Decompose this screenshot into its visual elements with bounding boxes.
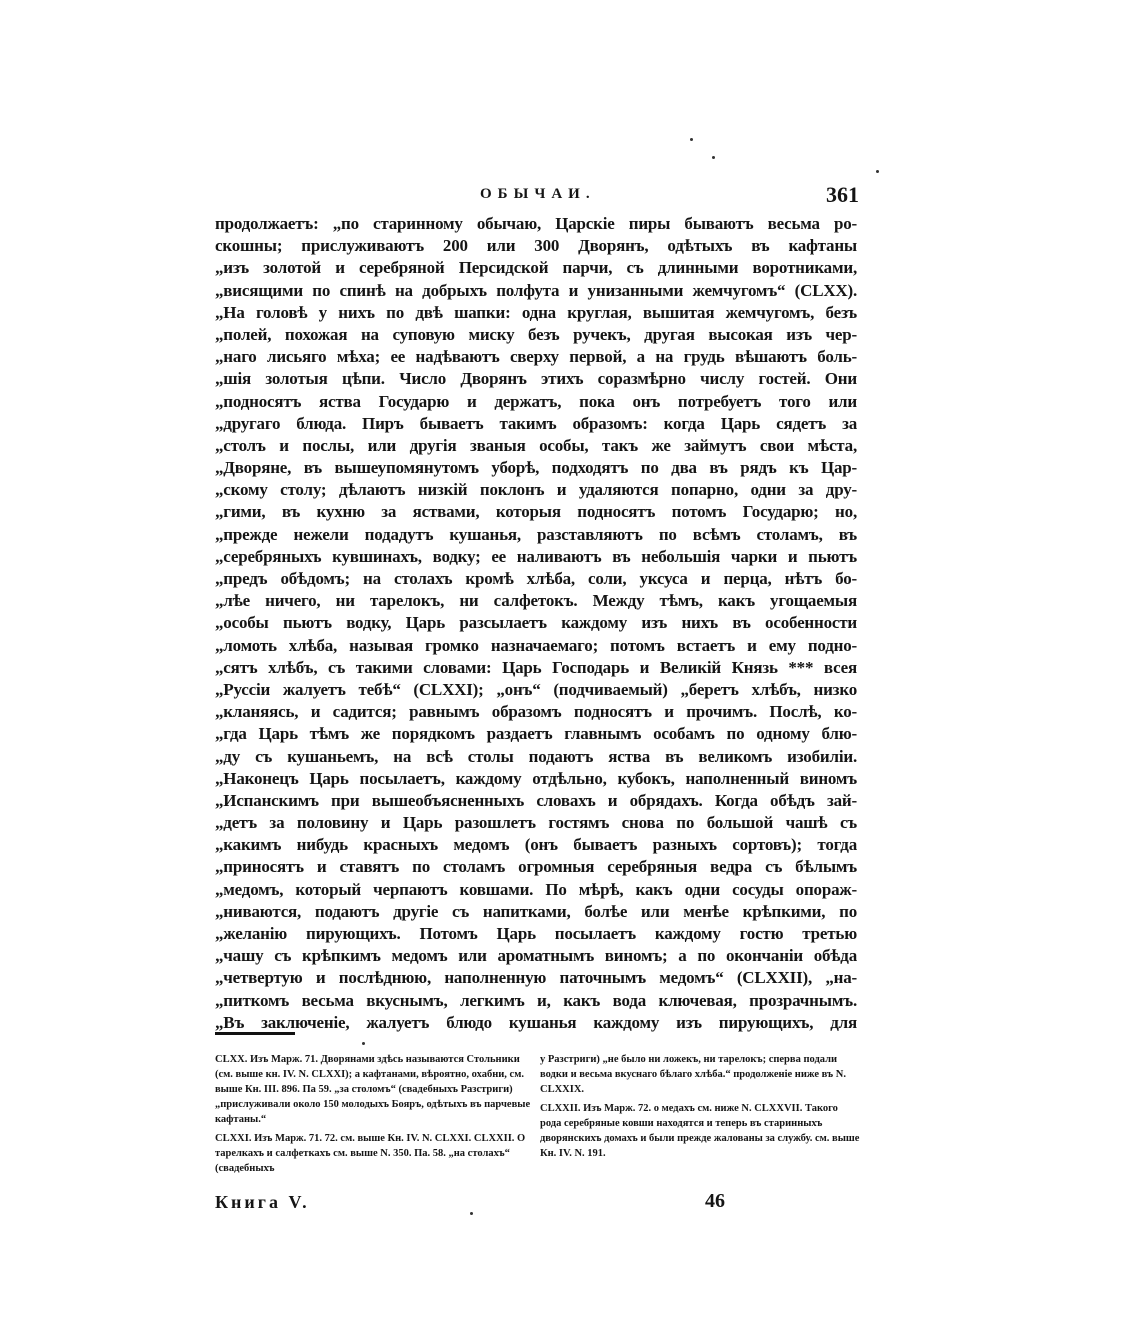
footnote: CLXX. Изъ Марж. 71. Дворянами здѣсь называются Стольники (см. выше кн. IV. N. CLXXI); а кафтанами, вѣроятно, охабни, см. выше Кн. III. 896. Па 59. „за столомъ“ (свадебныхъ Разстриги) „прислуживали около 150 молодыхъ Бояръ, одѣтыхъ въ парчевые кафтаны.“ — [215, 1054, 531, 1125]
sheet-number: 46 — [705, 1190, 725, 1212]
text-line: „прежде нежели подадутъ кушанья, разставляютъ по всѣмъ столамъ, въ — [215, 524, 857, 544]
text-line: „Наконецъ Царь посылаетъ, каждому отдѣльно, кубокъ, наполненный виномъ — [215, 768, 857, 788]
text-line: „На головѣ у нихъ по двѣ шапки: одна круглая, вышитая жемчугомъ, безъ — [215, 302, 857, 322]
text-line: „скому столу; дѣлаютъ низкій поклонъ и удаляются попарно, одни за дру- — [215, 480, 857, 500]
page-footer — [215, 1190, 855, 1220]
footnote: CLXXI. Изъ Марж. 71. 72. см. выше Кн. IV. N. CLXXI. CLXXII. О тарелкахъ и салфеткахъ см. выше N. 350. Па. 58. „на столахъ“ (свадебныхъ — [215, 1133, 526, 1174]
text-line: „лѣе ничего, ни тарелокъ, ни салфетокъ. Между тѣмъ, какъ угощаемыя — [215, 591, 857, 611]
text-line: „другаго блюда. Пиръ бываетъ такимъ образомъ: когда Царь сядетъ за — [215, 413, 857, 433]
footnote: CLXXII. Изъ Марж. 72. о медахъ см. ниже N. CLXXVII. Такого рода серебряные ковши находятся и теперь въ старинныхъ дворянскихъ домахъ и были прежде жалованы за службу. см. выше Кн. IV. N. 191. — [540, 1103, 860, 1159]
text-line: „чашу съ крѣпкимъ медомъ или ароматнымъ виномъ; а по окончаніи обѣда — [215, 946, 857, 966]
text-line: „полей, похожая на суповую миску безъ ручекъ, другая высокая изъ чер- — [215, 324, 857, 344]
text-line: „гда Царь тѣмъ же порядкомъ раздаетъ главнымъ особамъ по одному блю- — [215, 724, 857, 744]
text-line: „детъ за половину и Царь разошлетъ гостямъ снова по большой чашѣ съ — [215, 813, 857, 833]
footnote: у Разстриги) „не было ни ложекъ, ни тарелокъ; сперва подали водки и весьма вкуснаго бѣлаго хлѣба.“ продолженіе ниже въ N. CLXXIX. — [540, 1054, 847, 1095]
text-line: „ниваются, подаютъ другіе съ напитками, болѣе или менѣе крѣпкими, по — [215, 901, 857, 921]
text-line: „питкомъ весьма вкуснымъ, легкимъ и, какъ вода ключевая, прозрачнымъ. — [215, 990, 857, 1010]
page-header — [215, 182, 859, 212]
text-line: „столъ и послы, или другія званыя особы, такъ же займутъ свои мѣста, — [215, 435, 857, 455]
page-number: 361 — [826, 182, 859, 207]
text-line: „желанію пирующихъ. Потомъ Царь посылаетъ каждому гостю третью — [215, 924, 857, 943]
scan-speck — [470, 1212, 473, 1215]
scan-speck — [362, 1042, 365, 1045]
text-line: „шія золотыя цѣпи. Число Дворянъ этихъ соразмѣрно числу гостей. Они — [215, 369, 857, 389]
text-line: „Въ заключеніе, жалуетъ блюдо кушанья каждому изъ пирующихъ, для — [215, 1012, 857, 1032]
footnotes-left-column — [215, 1052, 535, 1180]
text-line: „особы пьютъ водку, Царь разсылаетъ каждому изъ нихъ въ особенности — [215, 613, 857, 633]
text-line: „сятъ хлѣбъ, съ такими словами: Царь Господарь и Великій Князь *** всея — [215, 657, 857, 677]
footnotes-right-column — [540, 1052, 860, 1165]
text-line: „какимъ нибудь красныхъ медомъ (онъ бываетъ разныхъ сортовъ); тогда — [215, 835, 857, 855]
text-line: „гими, въ кухню за яствами, которыя подносятъ потомъ Государю; но, — [215, 502, 857, 522]
text-line: „Дворяне, въ вышеупомянутомъ уборѣ, подходятъ по два въ рядъ къ Цар- — [215, 458, 857, 478]
text-line: „наго лисьяго мѣха; ее надѣваютъ сверху первой, а на грудь вѣшаютъ боль- — [215, 347, 857, 367]
scan-speck — [712, 156, 715, 159]
text-line: „ломоть хлѣба, называя громко назначаемаго; потомъ встаетъ и ему подно- — [215, 635, 857, 655]
scan-speck — [690, 138, 693, 141]
text-line: „изъ золотой и серебряной Персидской парчи, съ длинными воротниками, — [215, 258, 857, 278]
text-line: „серебряныхъ кувшинахъ, водку; ее наливаютъ въ небольшія чарки и пьютъ — [215, 546, 857, 566]
signature-mark: Книга V. — [215, 1192, 310, 1212]
text-line: „висящими по спинѣ на добрыхъ полфута и унизанными жемчугомъ“ (CLXX). — [215, 280, 857, 300]
text-line: продолжаетъ: „по старинному обычаю, Царскіе пиры бываютъ весьма ро- — [215, 214, 857, 233]
text-line: „медомъ, который черпаютъ ковшами. По мѣрѣ, какъ одни сосуды опораж- — [215, 879, 857, 899]
text-line: „кланяясь, и садится; равнымъ образомъ подносятъ и прочимъ. Послѣ, ко- — [215, 702, 857, 722]
text-line: скошны; прислуживаютъ 200 или 300 Дворянъ, одѣтыхъ въ кафтаны — [215, 236, 857, 256]
text-line: „четвертую и послѣднюю, наполненную паточнымъ медомъ“ (CLXXII), „на- — [215, 968, 857, 988]
text-line: „ду съ кушаньемъ, на всѣ столы подаютъ яства въ великомъ изобиліи. — [215, 746, 857, 766]
footnote-rule — [215, 1032, 295, 1035]
text-line: „подносятъ яства Государю и держатъ, пока онъ потребуетъ того или — [215, 391, 857, 411]
scan-speck — [876, 170, 879, 173]
text-line: „Испанскимъ при вышеобъясненныхъ словахъ и обрядахъ. Когда обѣдъ зай- — [215, 790, 857, 810]
text-line: „приносятъ и ставятъ по столамъ огромныя серебряныя ведра съ бѣлымъ — [215, 857, 857, 877]
text-line: „предъ обѣдомъ; на столахъ кромѣ хлѣба, соли, уксуса и перца, нѣтъ бо- — [215, 569, 857, 588]
body-text — [215, 213, 857, 1034]
running-head: ОБЫЧАИ. — [480, 186, 596, 202]
text-line: „Руссіи жалуетъ тебѣ“ (CLXXI); „онъ“ (подчиваемый) „беретъ хлѣбъ, низко — [215, 679, 857, 699]
